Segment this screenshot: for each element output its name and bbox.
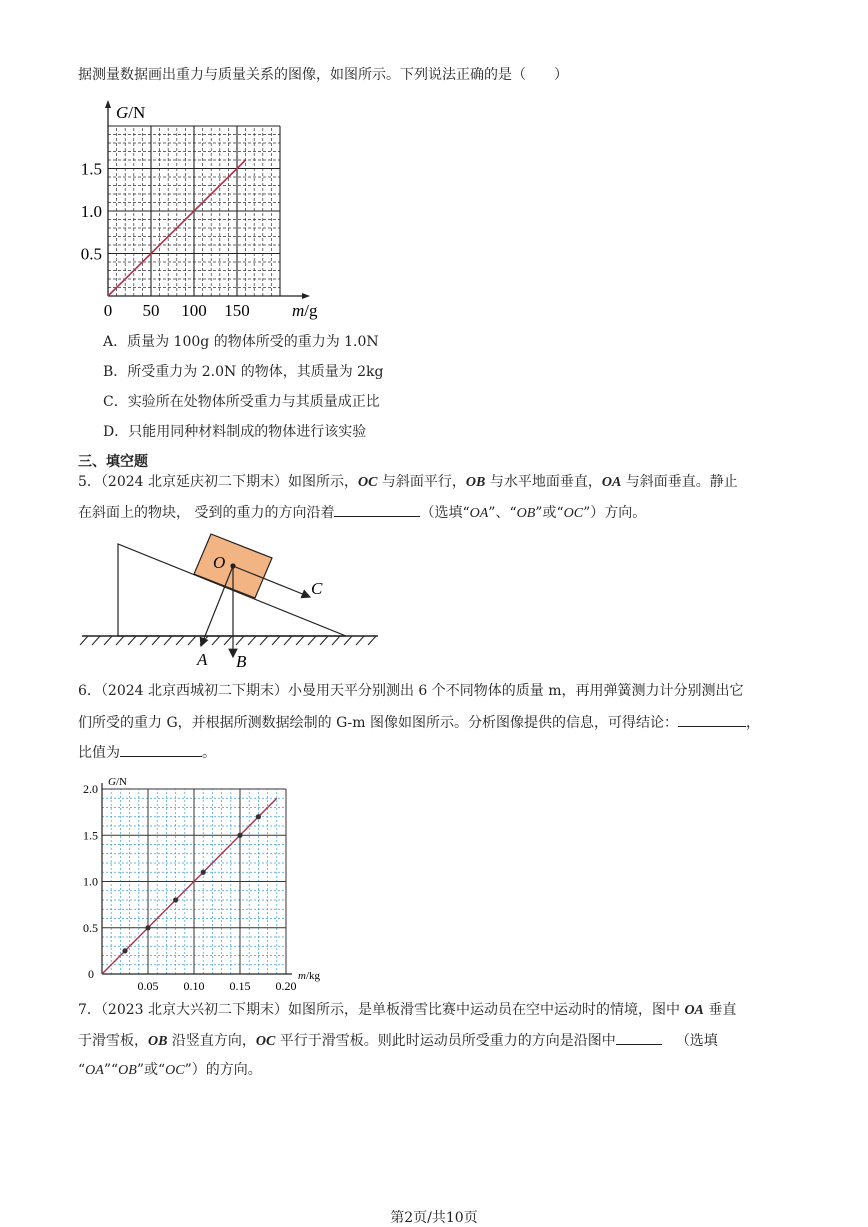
question-5-line-2 xyxy=(78,502,646,524)
q5-text: ”或“ xyxy=(535,505,564,521)
q5-text: 与水平地面垂直， xyxy=(485,474,602,490)
question-7-line-3 xyxy=(78,1060,262,1081)
q7-choice: OA xyxy=(85,1063,104,1078)
q7-oc: OC xyxy=(255,1034,276,1049)
x-tick-label: 0.15 xyxy=(229,979,251,992)
q7-text: 于滑雪板， xyxy=(78,1033,148,1049)
q7-text: 垂直 xyxy=(703,1002,737,1018)
option-b: B．所受重力为 2.0N 的物体，其质量为 2kg xyxy=(103,364,384,380)
label-b: B xyxy=(236,652,247,670)
y-tick-label: 1.5 xyxy=(80,159,102,179)
question-6-line-3 xyxy=(78,742,216,763)
answer-blank[interactable] xyxy=(678,712,746,727)
label-a: A xyxy=(197,650,208,669)
y-tick-label: 1.5 xyxy=(83,828,98,843)
q7-text: 平行于滑雪板。则此时运动员所受重力的方向是沿图中 xyxy=(275,1033,616,1049)
option-d: D．只能用同种材料制成的物体进行该实验 xyxy=(103,424,367,440)
q5-text: 在斜面上的物块， 受到的重力的方向沿着 xyxy=(78,505,335,521)
question-7-line-2 xyxy=(78,1030,718,1052)
q7-text: ”）的方向。 xyxy=(184,1062,262,1078)
q5-choice: OB xyxy=(516,506,536,521)
question-7-line-1 xyxy=(78,1000,736,1021)
q5-text: ”）方向。 xyxy=(583,505,647,521)
y-axis-label: G/N xyxy=(108,776,127,788)
answer-blank[interactable] xyxy=(334,502,420,517)
chart-gravity-mass-2 xyxy=(72,762,362,992)
answer-blank[interactable] xyxy=(120,742,202,757)
label-c: C xyxy=(311,579,323,598)
q7-text: ”“ xyxy=(103,1062,119,1078)
answer-blank[interactable] xyxy=(616,1030,662,1045)
q7-text: ”或“ xyxy=(136,1062,166,1078)
q5-oa: OA xyxy=(601,475,622,490)
y-tick-label: 1.0 xyxy=(80,202,102,221)
x-tick-label: 0 xyxy=(103,301,113,320)
question-6-line-1: 6．（2024 北京西城初二下期末）小曼用天平分别测出 6 个不同物体的质量 m，再用弹簧测力计分别测出它 xyxy=(78,683,744,699)
option-a: A．质量为 100g 的物体所受的重力为 1.0N xyxy=(103,334,379,350)
data-point xyxy=(173,897,178,902)
question-5-line-1 xyxy=(78,472,738,493)
q5-text: （选填“ xyxy=(420,505,470,521)
q7-choice: OC xyxy=(165,1063,185,1078)
q6-text: 们所受的重力 G，并根据所测数据绘制的 G-m 图像如图所示。分析图像提供的信息，可得结论： xyxy=(78,715,678,731)
q7-ob: OB xyxy=(148,1034,168,1049)
chart-gravity-mass-1 xyxy=(70,90,330,330)
point-o xyxy=(230,563,235,568)
q6-text: ， xyxy=(745,715,760,731)
option-c: C．实验所在处物体所受重力与其质量成正比 xyxy=(103,394,380,410)
q5-source: （2024 北京延庆初二下期末） xyxy=(100,474,289,490)
q6-text: 比值为 xyxy=(78,745,120,761)
section-title: 三、填空题 xyxy=(78,454,148,470)
q5-text: ”、“ xyxy=(488,505,517,521)
data-point xyxy=(122,948,127,953)
q5-text: 与斜面平行， xyxy=(377,474,466,490)
x-axis-label: m/kg xyxy=(298,970,321,982)
q7-text: 7．（2023 北京大兴初二下期末）如图所示，是单板滑雪比赛中运动员在空中运动时的情境，图中 xyxy=(78,1002,685,1018)
q7-text: （选填 xyxy=(675,1033,718,1049)
q5-choice: OC xyxy=(563,506,584,521)
y-tick-label: 1.0 xyxy=(83,874,98,889)
q5-text: 如图所示， xyxy=(288,474,359,490)
x-axis-label: m/g xyxy=(292,301,318,320)
q6-text: 。 xyxy=(202,745,216,761)
q7-choice: OB xyxy=(118,1063,137,1078)
q7-text: “ xyxy=(78,1062,86,1078)
data-point xyxy=(256,814,261,819)
origin-label: 0 xyxy=(88,967,94,981)
x-tick-label: 50 xyxy=(142,301,160,320)
y-tick-label: 0.5 xyxy=(80,244,102,264)
data-point xyxy=(201,870,206,875)
page-footer: 第2页/共10页 xyxy=(390,1210,478,1226)
x-tick-label: 0.20 xyxy=(275,979,297,992)
x-axis-arrow xyxy=(302,293,310,299)
q5-choice: OA xyxy=(469,506,489,521)
q7-text: 沿竖直方向， xyxy=(167,1033,256,1049)
x-tick-label: 0.05 xyxy=(137,979,159,992)
q5-number: 5． xyxy=(78,474,101,490)
x-tick-label: 100 xyxy=(181,301,207,320)
question-6-line-2 xyxy=(78,712,760,733)
label-o: O xyxy=(213,553,226,572)
data-point xyxy=(145,925,150,930)
q5-text: 与斜面垂直。静止 xyxy=(621,474,738,490)
y-axis-arrow xyxy=(105,100,111,108)
incline-block-diagram xyxy=(78,530,388,670)
y-tick-label: 2.0 xyxy=(83,782,98,796)
q7-oa: OA xyxy=(684,1003,704,1018)
q5-ob: OB xyxy=(465,475,486,490)
q5-oc: OC xyxy=(358,475,378,490)
x-tick-label: 150 xyxy=(224,301,250,320)
x-tick-label: 0.10 xyxy=(183,979,205,992)
y-axis-label: G/N xyxy=(116,103,146,122)
y-tick-label: 0.5 xyxy=(83,920,98,935)
fit-line xyxy=(102,798,277,974)
data-point xyxy=(237,833,242,838)
ground-hatching xyxy=(80,636,376,645)
question-4-stem: 据测量数据画出重力与质量关系的图像，如图所示。下列说法正确的是（ ） xyxy=(78,67,568,83)
